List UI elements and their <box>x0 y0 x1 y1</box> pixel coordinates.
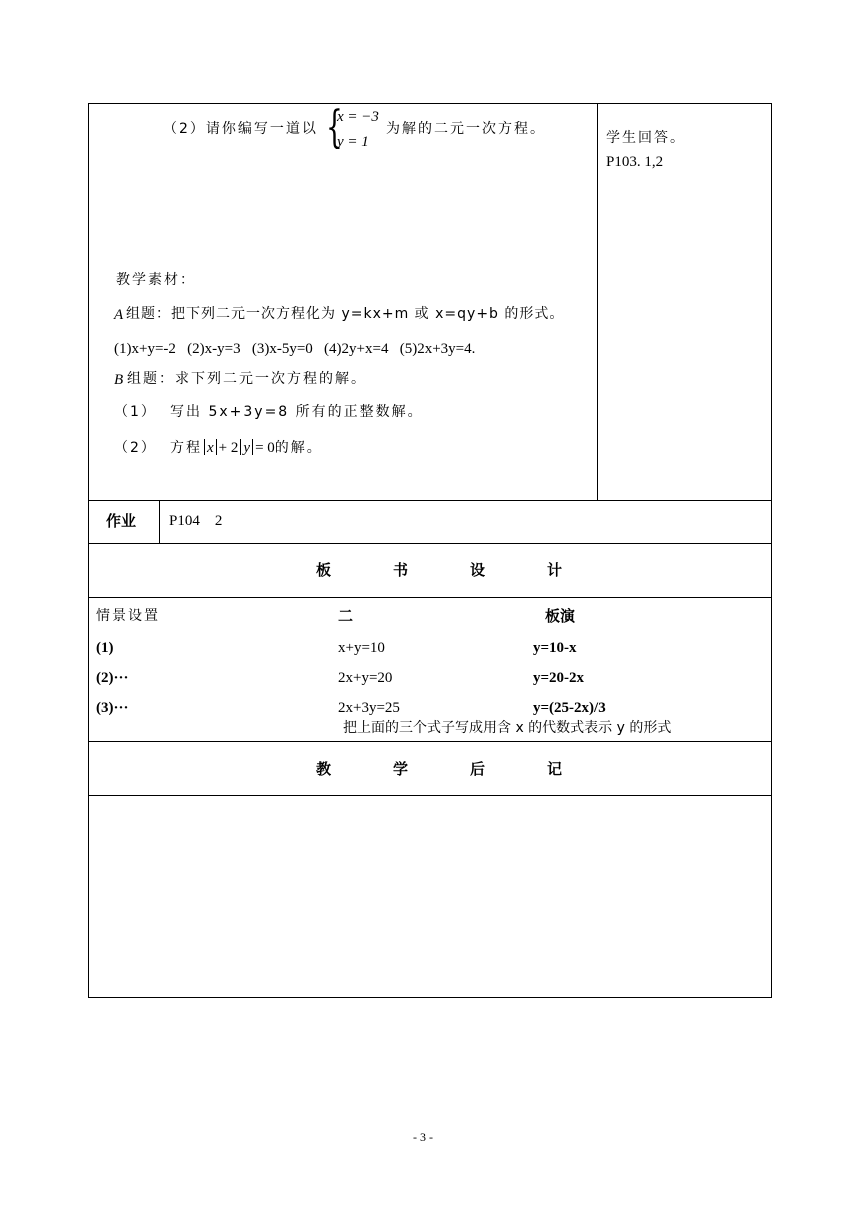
row-divider-board-heading <box>88 597 772 598</box>
group-b-text: 组题：求下列二元一次方程的解。 <box>127 371 367 387</box>
abs-bar <box>252 439 253 455</box>
board-row-1-result: y=10-x <box>533 640 577 656</box>
b-item-1-number: （1） <box>114 404 157 420</box>
abs-x: x <box>207 440 214 456</box>
row-divider-homework-top <box>88 500 772 501</box>
abs-bar <box>216 439 217 455</box>
materials-heading: 教学素材： <box>116 272 196 288</box>
page-number: - 3 - <box>413 1130 433 1144</box>
system-brace: { <box>326 102 343 153</box>
group-a-text: 组题：把下列二元一次方程化为 y=kx+m 或 x=qy+b 的形式。 <box>126 306 565 322</box>
table-frame <box>88 103 772 998</box>
row-divider-postscript-heading <box>88 795 772 796</box>
board-row-1-label: (1) <box>96 640 114 656</box>
question-2-suffix: 为解的二元一次方程。 <box>386 121 546 137</box>
row-divider-board-bottom <box>88 741 772 742</box>
question-2-prefix: （2）请你编写一道以 <box>163 121 318 137</box>
group-b-letter: B <box>114 372 124 388</box>
board-design-heading: 板书设计 <box>316 561 625 579</box>
b-item-2-number: （2） <box>114 440 157 456</box>
abs-y: y <box>243 440 251 456</box>
column-divider <box>597 103 598 501</box>
postscript-heading: 教学后记 <box>316 760 625 778</box>
homework-value: P104 2 <box>169 513 223 529</box>
b-item-2-prefix: 方程 <box>170 440 202 456</box>
system-equation-1: x = −3 <box>337 109 379 125</box>
plus-two: + 2 <box>218 440 239 456</box>
board-note: 把上面的三个式子写成用含 x 的代数式表示 y 的形式 <box>343 720 672 736</box>
b-item-1-text: 写出 5x+3y=8 所有的正整数解。 <box>170 404 424 420</box>
homework-label: 作业 <box>106 512 137 530</box>
board-row-2-label: (2)··· <box>96 670 129 686</box>
b-item-2-equation <box>170 439 323 457</box>
student-reference: P103. 1,2 <box>606 154 664 170</box>
b-item-2-suffix: 的解。 <box>274 440 323 456</box>
board-row-1-equation: x+y=10 <box>338 640 385 656</box>
equals-zero: = 0 <box>255 440 275 456</box>
abs-bar <box>240 439 241 455</box>
system-equation-2: y = 1 <box>337 134 369 150</box>
row-divider-homework-bottom <box>88 543 772 544</box>
homework-label-divider <box>159 500 160 543</box>
board-row-2-equation: 2x+y=20 <box>338 670 393 686</box>
board-row-3-label: (3)··· <box>96 700 129 716</box>
board-row-2-result: y=20-2x <box>533 670 585 686</box>
board-col1-header: 情景设置 <box>96 608 160 624</box>
board-row-3-result: y=(25-2x)/3 <box>533 700 606 716</box>
abs-bar <box>204 439 205 455</box>
board-row-3-equation: 2x+3y=25 <box>338 700 400 716</box>
group-a-items: (1)x+y=-2 (2)x-y=3 (3)x-5y=0 (4)2y+x=4 (5)2x+3y=4. <box>114 341 476 357</box>
group-a-letter: A <box>114 307 124 323</box>
student-answer: 学生回答。 <box>606 130 686 146</box>
board-col2-header: 二 <box>338 607 354 625</box>
board-col3-header: 板演 <box>545 607 576 625</box>
